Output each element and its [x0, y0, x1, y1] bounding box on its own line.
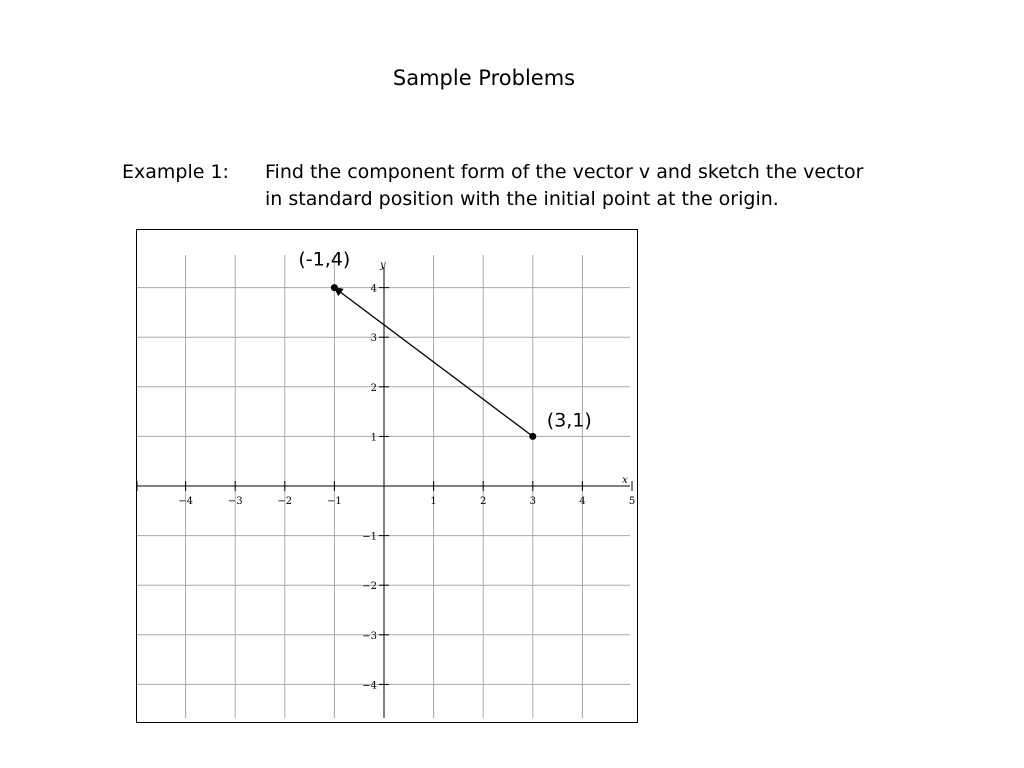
y-axis-name: y: [380, 260, 386, 271]
x-tick-label: 2: [480, 496, 487, 507]
y-tick-label: −1: [362, 531, 377, 543]
y-tick-label: 4: [370, 283, 377, 295]
x-tick-label: 4: [579, 496, 586, 507]
points-group: [298, 249, 591, 440]
point-label: (3,1): [546, 409, 592, 432]
point-marker: [529, 433, 536, 440]
y-tick-label: −4: [362, 680, 377, 692]
x-tick-label: −2: [277, 496, 293, 507]
problem-line-2: in standard position with the initial point at the origin.: [265, 188, 779, 210]
y-tick-label: 1: [370, 432, 377, 444]
x-tick-label: 1: [430, 496, 437, 507]
point-marker: [331, 284, 338, 291]
x-tick-label: −1: [327, 496, 342, 507]
x-axis-name: x: [622, 475, 628, 486]
tick-labels: [178, 284, 635, 692]
x-tick-label: −3: [227, 496, 243, 507]
problem-line-1: Find the component form of the vector v and sketch the vector: [265, 161, 864, 183]
x-tick-label: 5: [628, 496, 636, 507]
axes: [137, 260, 630, 718]
y-tick-label: 2: [370, 382, 377, 394]
y-tick-label: −2: [362, 581, 377, 593]
page-title: Sample Problems: [392, 66, 576, 90]
example-label: Example 1:: [122, 161, 229, 183]
y-tick-label: 3: [370, 333, 377, 345]
y-tick-label: −3: [362, 630, 377, 642]
x-tick-label: 3: [529, 496, 536, 507]
x-tick-label: −4: [178, 496, 193, 507]
point-label: (-1,4): [298, 248, 351, 271]
